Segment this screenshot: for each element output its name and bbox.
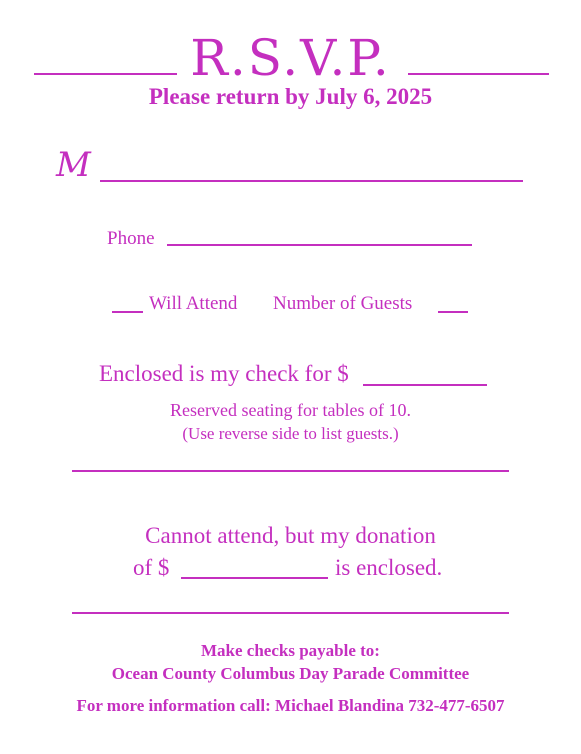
donation-amount-prefix: of $: [133, 555, 170, 580]
check-amount-text: Enclosed is my check for $: [99, 361, 349, 386]
title-right-rule: [408, 73, 549, 75]
donation-amount-field[interactable]: [181, 577, 328, 579]
phone-field[interactable]: [167, 244, 472, 246]
name-prefix: M: [56, 145, 91, 185]
name-field[interactable]: [100, 180, 523, 182]
section-divider-2: [72, 612, 509, 614]
committee-name: Ocean County Columbus Day Parade Committee: [111, 664, 470, 683]
donation-line-1: Cannot attend, but my donation: [145, 523, 436, 548]
seating-note: Reserved seating for tables of 10.: [170, 400, 411, 420]
number-of-guests-blank[interactable]: [438, 311, 468, 313]
will-attend-blank[interactable]: [112, 311, 143, 313]
number-of-guests-label: Number of Guests: [273, 293, 413, 314]
section-divider-1: [72, 470, 509, 472]
phone-label: Phone: [107, 228, 155, 249]
donation-amount-suffix: is enclosed.: [335, 555, 443, 580]
contact-info: For more information call: Michael Blandina 732-477-6507: [76, 696, 505, 715]
reverse-side-note: (Use reverse side to list guests.): [182, 424, 399, 443]
payable-to-label: Make checks payable to:: [201, 641, 380, 660]
rsvp-title: R.S.V.P.: [190, 29, 391, 87]
will-attend-label: Will Attend: [149, 293, 238, 314]
check-amount-field[interactable]: [363, 384, 487, 386]
return-by-date: Please return by July 6, 2025: [148, 84, 433, 109]
